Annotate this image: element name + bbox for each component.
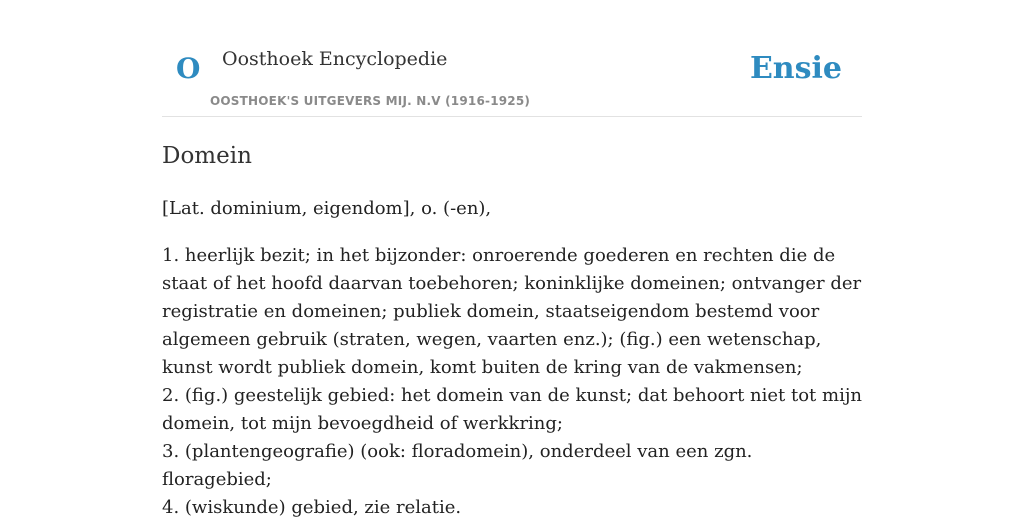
site-header: [162, 0, 862, 117]
definition-4: 4. (wiskunde) gebied, zie relatie.: [162, 497, 462, 518]
definition-2: 2. (fig.) geestelijk gebied: het domein van de kunst; dat behoort niet tot mijn domein, tot mijn bevoegdheid of werkkring;: [162, 385, 863, 434]
entry-title: Domein: [162, 143, 252, 169]
ensie-logo-link[interactable]: Ensie: [749, 51, 842, 86]
publisher-label: OOSTHOEK'S UITGEVERS MIJ. N.V (1916-1925): [210, 94, 531, 108]
encyclopedia-title[interactable]: Oosthoek Encyclopedie: [222, 48, 448, 70]
definition-3: 3. (plantengeografie) (ook: floradomein), onderdeel van een zgn. floragebied;: [162, 441, 753, 490]
letter-badge[interactable]: O: [176, 52, 201, 85]
entry-etymology: [Lat. dominium, eigendom], o. (-en),: [162, 198, 492, 219]
definition-1: 1. heerlijk bezit; in het bijzonder: onroerende goederen en rechten die de staat of het hoofd daarvan toebehoren; koninklijke domeinen; ontvanger der registratie en domeinen; publiek domein, staatseigendom bestemd voor algemeen gebruik (straten, wegen, vaarten enz.); (fig.) een wetenschap, kunst wordt publiek domein, komt buiten de kring van de vakmensen;: [162, 245, 862, 378]
entry-definitions: [162, 242, 862, 522]
page-content: [162, 0, 862, 522]
